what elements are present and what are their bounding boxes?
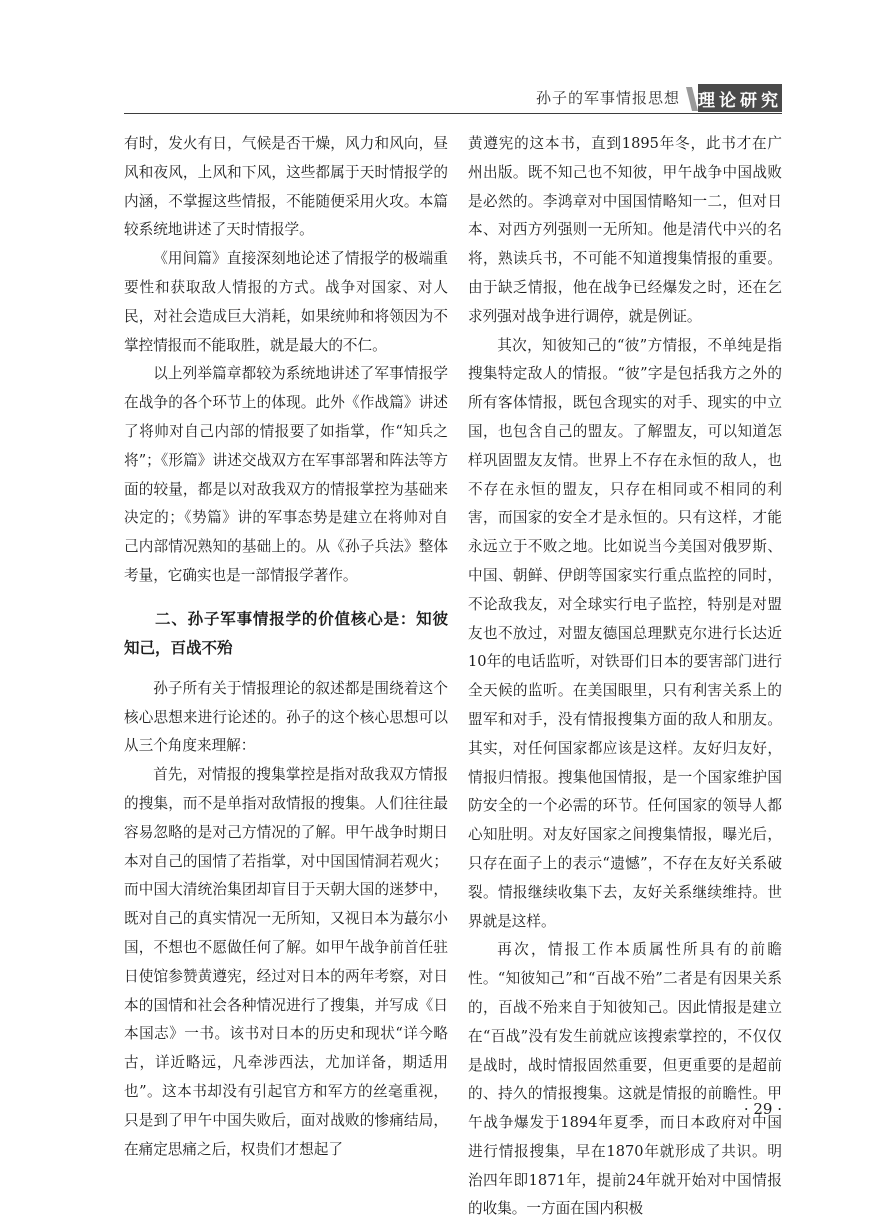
paragraph: 有时，发火有日，气候是否干燥，风力和风向，昼风和夜风，上风和下风，这些都属于天时情报学的内涵，不掌握这些情报，不能随便采用火攻。本篇较系统地讲述了天时情报学。	[124, 135, 448, 239]
paragraph: 《用间篇》直接深刻地论述了情报学的极端重要性和获取敌人情报的方式。战争对国家、对人民，对社会造成巨大消耗，如果统帅和将领因为不掌控情报而不能取胜，就是最大的不仁。	[124, 250, 448, 354]
paragraph: 孙子所有关于情报理论的叙述都是围绕着这个核心思想来进行论述的。孙子的这个核心思想可以从三个角度来理解：	[124, 679, 448, 755]
header-rule	[124, 113, 782, 114]
paragraph: 以上列举篇章都较为系统地讲述了军事情报学在战争的各个环节上的体现。此外《作战篇》讲述了将帅对自己内部的情报要了如指掌，作“知兵之将”；《形篇》讲述交战双方在军事部署和阵法等方面的较量，都是以对敌我双方的情报掌控为基础来决定的；《势篇》讲的军事态势是建立在将帅对自己内部情况熟知的基础上的。从《孙子兵法》整体考量，它确实也是一部情报学著作。	[124, 365, 448, 584]
right-column	[468, 130, 782, 1224]
section-tag: 理论研究	[698, 84, 782, 112]
section-heading: 二、孙子军事情报学的价值核心是：知彼知己，百战不殆	[124, 609, 448, 657]
paragraph: 黄遵宪的这本书，直到1895年冬，此书才在广州出版。既不知己也不知彼，甲午战争中国战败是必然的。李鸿章对中国国情略知一二，但对日本、对西方列强则一无所知。他是清代中兴的名将，熟读兵书，不可能不知道搜集情报的重要。由于缺乏情报，他在战争已经爆发之时，还在乞求列强对战争进行调停，就是例证。	[468, 135, 782, 325]
running-header	[124, 80, 782, 114]
paragraph: 首先，对情报的搜集掌控是指对敌我双方情报的搜集，而不是单指对敌情报的搜集。人们往往最容易忽略的是对己方情况的了解。甲午战争时期日本对自己的国情了若指掌，对中国国情洞若观火；而中国大清统治集团却盲目于天朝大国的迷梦中，既对自己的真实情况一无所知，又视日本为蕞尔小国，不想也不愿做任何了解。如甲午战争前首任驻日使馆参赞黄遵宪，经过对日本的两年考察，对日本的国情和社会各种情况进行了搜集，并写成《日本国志》一书。该书对日本的历史和现状“详今略古，详近略远，凡牵涉西法，尤加详备，期适用也”。这本书却没有引起官方和军方的丝毫重视，只是到了甲午中国失败后，面对战败的惨痛结局，在痛定思痛之后，权贵们才想起了	[124, 766, 448, 1158]
running-title: 孙子的军事情报思想	[535, 89, 680, 107]
page-number: · 29 ·	[743, 1100, 782, 1118]
header-separator-icon	[684, 87, 698, 111]
paragraph: 其次，知彼知己的“彼”方情报，不单纯是指搜集特定敌人的情报。“彼”字是包括我方之外的所有客体情报，既包含现实的对手、现实的中立国，也包含自己的盟友。了解盟友，可以知道怎样巩固盟友友情。世界上不存在永恒的敌人，也不存在永恒的盟友，只存在相同或不相同的利害，而国家的安全才是永恒的。只有这样，才能永远立于不败之地。比如说当今美国对俄罗斯、中国、朝鲜、伊朗等国家实行重点监控的同时，不论敌我友，对全球实行电子监控，特别是对盟友也不放过，对盟友德国总理默克尔进行长达近10年的电话监听，对铁哥们日本的要害部门进行全天候的监听。在美国眼里，只有利害关系上的盟军和对手，没有情报搜集方面的敌人和朋友。其实，对任何国家都应该是这样。友好归友好，情报归情报。搜集他国情报，是一个国家维护国防安全的一个必需的环节。任何国家的领导人都心知肚明。对友好国家之间搜集情报，曝光后，只存在面子上的表示“遗憾”，不存在友好关系破裂。情报继续收集下去，友好关系继续维持。世界就是这样。	[468, 336, 782, 930]
paragraph: 再次，情报工作本质属性所具有的前瞻性。“知彼知己”和“百战不殆”二者是有因果关系的，百战不殆来自于知彼知己。因此情报是建立在“百战”没有发生前就应该搜索掌控的，不仅仅是战时，战时情报固然重要，但更重要的是超前的、持久的情报搜集。这就是情报的前瞻性。甲午战争爆发于1894年夏季，而日本政府对中国进行情报搜集，早在1870年就形成了共识。明治四年即1871年，提前24年就开始对中国情报的收集。一方面在国内积极	[468, 941, 782, 1218]
left-column	[124, 130, 448, 1164]
